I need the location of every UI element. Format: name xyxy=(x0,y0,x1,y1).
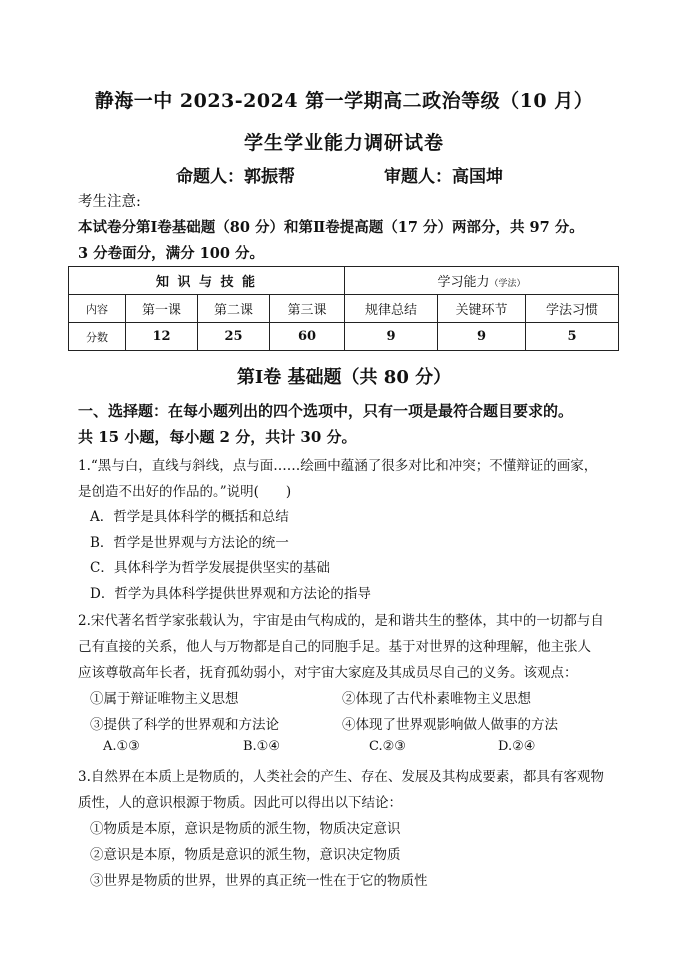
q2-choice-b: B.①④ xyxy=(243,739,280,754)
table-row xyxy=(69,323,619,351)
q3-item-3: ③世界是物质的世界，世界的真正统一性在于它的物质性 xyxy=(90,873,428,889)
q3-item-2: ②意识是本原，物质是意识的派生物，意识决定物质 xyxy=(90,847,401,863)
section-instruction-1: 一、选择题：在每小题列出的四个选项中，只有一项是最符合题目要求的。 xyxy=(78,402,574,420)
score-cell: 25 xyxy=(198,323,270,351)
q2-choice-d: D.②④ xyxy=(498,739,536,754)
question-setter: 命题人：郭振帮 xyxy=(176,167,295,187)
q2-choice-a: A.①③ xyxy=(103,739,140,754)
group-learning-ability xyxy=(345,267,619,295)
group-learning-ability-label: 学习能力 xyxy=(437,275,490,290)
score-cell: 12 xyxy=(126,323,198,351)
q2-item-3: ③提供了科学的世界观和方法论 xyxy=(90,717,279,733)
q2-item-4: ④体现了世界观影响做人做事的方法 xyxy=(342,717,558,733)
section-instruction-2: 共 15 小题，每小题 2 分，共计 30 分。 xyxy=(78,428,357,446)
column-header: 第二课 xyxy=(198,295,270,323)
part-1-title: 第Ⅰ卷 基础题（共 80 分） xyxy=(236,367,452,388)
notice-line-2: 3 分卷面分，满分 100 分。 xyxy=(78,245,264,262)
score-distribution-table xyxy=(68,266,619,351)
q1-stem-line-2: 是创造不出好的作品的。”说明( ) xyxy=(78,484,292,500)
exam-subtitle: 学生学业能力调研试卷 xyxy=(243,132,444,154)
column-header: 学法习惯 xyxy=(526,295,619,323)
table-row xyxy=(69,295,619,323)
column-header: 规律总结 xyxy=(345,295,438,323)
group-learning-ability-note: （学法） xyxy=(489,279,526,289)
q3-item-1: ①物质是本原，意识是物质的派生物，物质决定意识 xyxy=(90,821,401,837)
q1-option-c: C．具体科学为哲学发展提供坚实的基础 xyxy=(90,560,330,576)
q1-option-b: B．哲学是世界观与方法论的统一 xyxy=(90,535,289,551)
column-header: 第三课 xyxy=(270,295,345,323)
row-label-content: 内容 xyxy=(69,295,126,323)
notice-line-1: 本试卷分第Ⅰ卷基础题（80 分）和第Ⅱ卷提高题（17 分）两部分，共 97 分。 xyxy=(78,219,584,236)
q1-stem-line-1: 1.“黑与白，直线与斜线，点与面……绘画中蕴涵了很多对比和冲突；不懂辩证的画家， xyxy=(78,458,598,474)
q2-stem-line-3: 应该尊敬高年长者，抚育孤幼弱小，对宇宙大家庭及其成员尽自己的义务。该观点： xyxy=(78,665,578,681)
q1-option-a: A．哲学是具体科学的概括和总结 xyxy=(90,509,289,525)
table-header-row xyxy=(69,267,619,295)
column-header: 关键环节 xyxy=(438,295,526,323)
question-reviewer: 审题人：高国坤 xyxy=(384,167,503,187)
q3-stem-line-2: 质性，人的意识根源于物质。因此可以得出以下结论： xyxy=(78,795,402,811)
q2-stem-line-2: 己有直接的关系，他人与万物都是自己的同胞手足。基于对世界的这种理解，他主张人 xyxy=(78,639,591,655)
q3-stem-line-1: 3.自然界在本质上是物质的，人类社会的产生、存在、发展及其构成要素，都具有客观物 xyxy=(78,769,604,785)
column-header: 第一课 xyxy=(126,295,198,323)
group-knowledge-skills: 知 识 与 技 能 xyxy=(69,267,345,295)
score-cell: 5 xyxy=(526,323,619,351)
score-cell: 9 xyxy=(345,323,438,351)
q2-item-1: ①属于辩证唯物主义思想 xyxy=(90,691,239,707)
q1-option-d: D．哲学为具体科学提供世界观和方法论的指导 xyxy=(90,586,371,602)
row-label-score: 分数 xyxy=(69,323,126,351)
score-cell: 9 xyxy=(438,323,526,351)
score-cell: 60 xyxy=(270,323,345,351)
q2-item-2: ②体现了古代朴素唯物主义思想 xyxy=(342,691,531,707)
exam-title: 静海一中 2023-2024 第一学期高二政治等级（10 月） xyxy=(94,90,594,112)
q2-choice-c: C.②③ xyxy=(369,739,406,754)
notice-label: 考生注意: xyxy=(78,194,141,210)
q2-stem-line-1: 2.宋代著名哲学家张载认为，宇宙是由气构成的，是和谐共生的整体，其中的一切都与自 xyxy=(78,613,604,629)
